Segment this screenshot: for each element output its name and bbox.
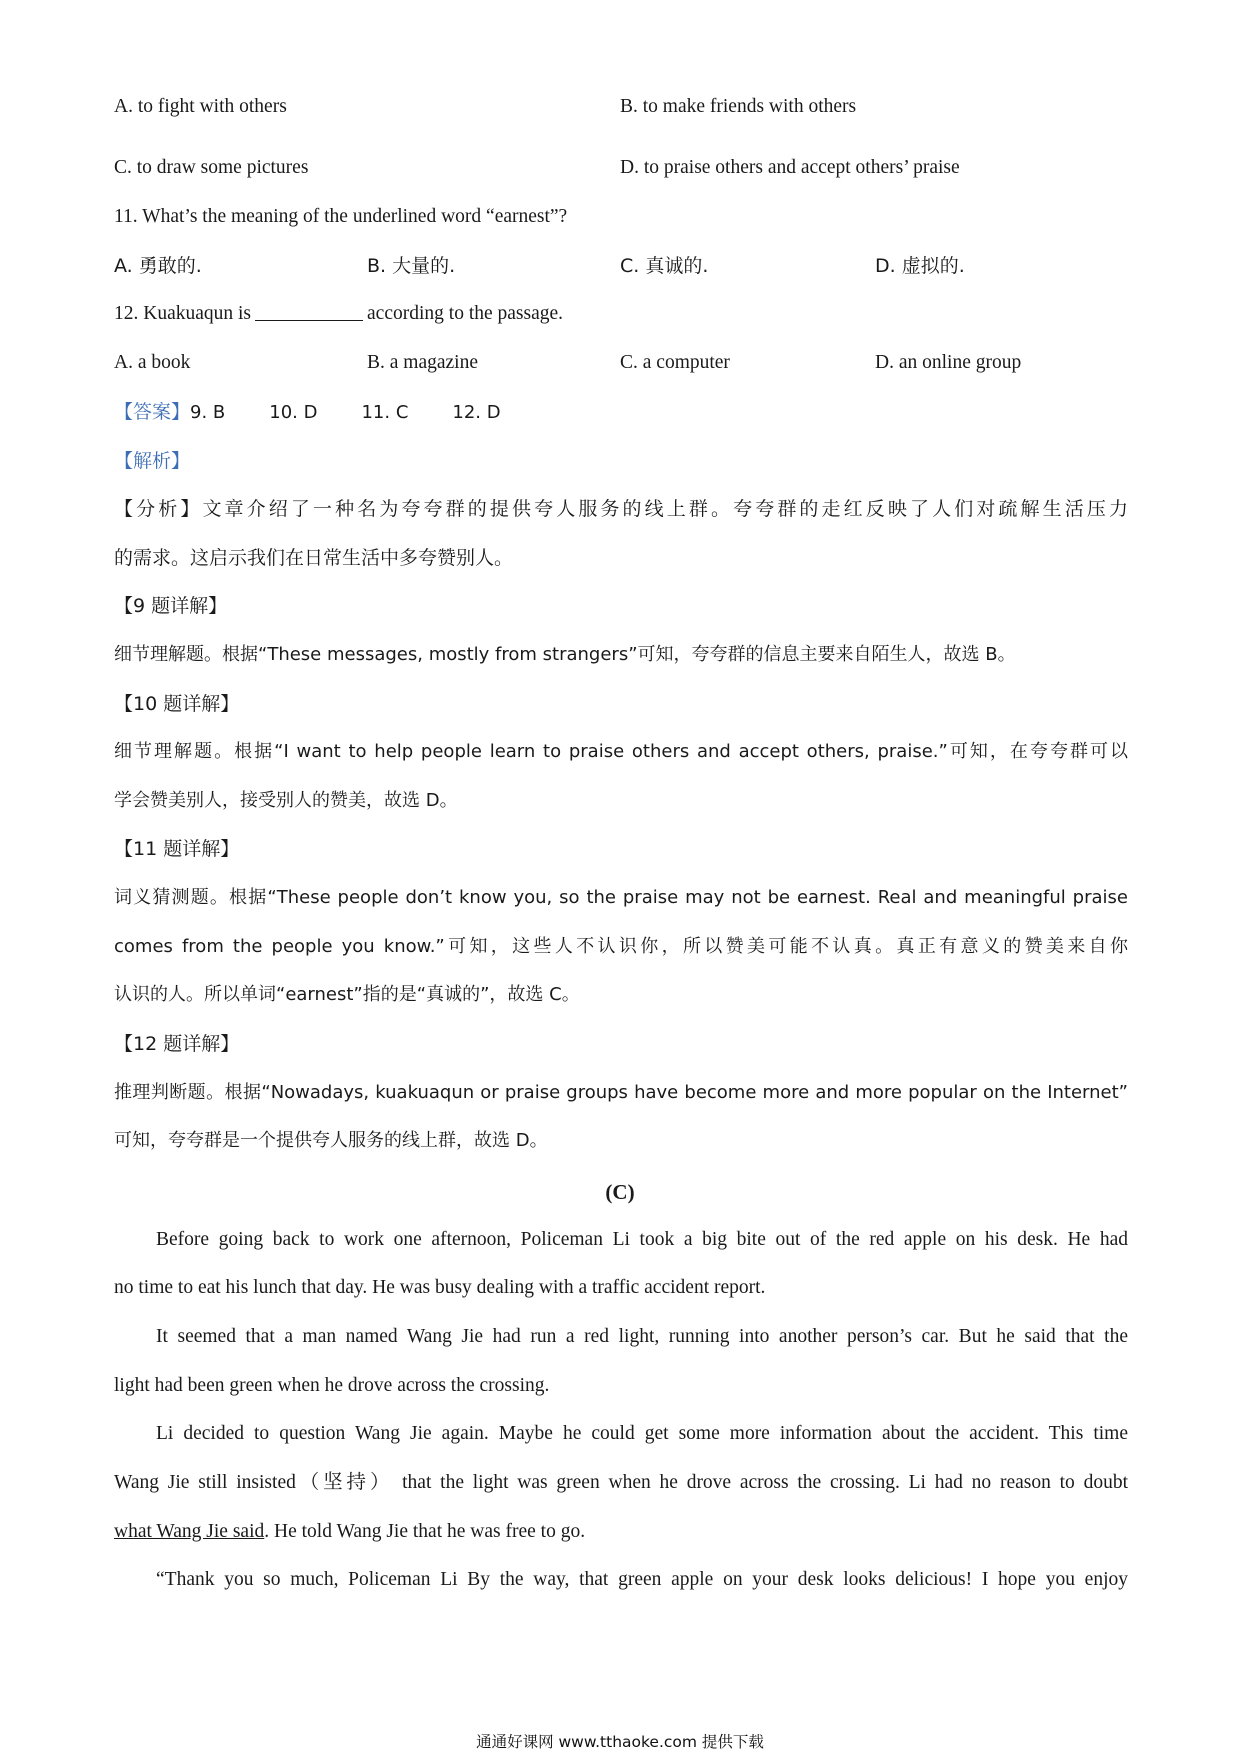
q12-option-d: D. an online group [875,352,1022,373]
answer-blank [255,302,363,321]
q11-detail-text-2: comes from the people you know.”可知，这些人不认识你，所以赞美可能不认真。真正有意义的赞美来自你 [114,936,1128,957]
q10-option-a: A. to fight with others [114,96,287,117]
passage-p1-line1: Before going back to work one afternoon, Policeman Li took a big bite out of the red apple on his desk. He had [156,1229,1128,1250]
q12-detail-text-2: 可知，夸夸群是一个提供夸人服务的线上群，故选 D。 [114,1130,548,1151]
passage-p1-line2: no time to eat his lunch that day. He was busy dealing with a traffic accident report. [114,1277,766,1298]
q12-option-c: C. a computer [620,352,730,373]
q11-detail-text-3: 认识的人。所以单词“earnest”指的是“真诚的”，故选 C。 [114,984,580,1005]
answer-item: 12. D [452,402,501,423]
q9-detail-text: 细节理解题。根据“These messages, mostly from strangers”可知，夸夸群的信息主要来自陌生人，故选 B。 [114,644,1016,665]
passage-p4-line1: “Thank you so much, Policeman Li By the way, that green apple on your desk looks delicious! I hope you enjoy [156,1569,1128,1590]
q11-option-b: B. 大量的. [367,255,456,277]
q9-detail-heading: 【9 题详解】 [114,595,228,617]
q11-option-d: D. 虚拟的. [875,255,965,277]
passage-p3-line3 [114,1518,585,1546]
section-c-title: (C) [605,1180,635,1204]
passage-p3-line2: Wang Jie still insisted（坚持） that the light was green when he drove across the crossing. Li had no reason to doubt [114,1472,1128,1493]
answer-item: 9. B [190,402,226,423]
q12-question-start: 12. Kuakuaqun is [114,303,252,324]
analysis-line-2: 的需求。这启示我们在日常生活中多夸赞别人。 [114,547,514,569]
q11-detail-heading: 【11 题详解】 [114,838,240,860]
analysis-line-1: 【分析】文章介绍了一种名为夸夸群的提供夸人服务的线上群。夸夸群的走红反映了人们对疏解生活压力 [114,498,1128,520]
answer-item: 11. C [361,402,409,423]
q12-option-a: A. a book [114,352,191,373]
passage-p3-line3-rest: . He told Wang Jie that he was free to go. [264,1521,586,1542]
answer-key [114,398,545,427]
q11-detail-text-1: 词义猜测题。根据“These people don’t know you, so the praise may not be earnest. Real and meaningful praise [114,887,1128,908]
passage-p2-line2: light had been green when he drove across the crossing. [114,1375,550,1396]
q10-detail-text-2: 学会赞美别人，接受别人的赞美，故选 D。 [114,790,458,811]
answer-label: 【答案】 [114,401,191,423]
q12-option-b: B. a magazine [367,352,478,373]
q11-option-a: A. 勇敢的. [114,255,202,277]
q10-detail-heading: 【10 题详解】 [114,693,240,715]
passage-p3-line1: Li decided to question Wang Jie again. Maybe he could get some more information about the accident. This time [156,1423,1128,1444]
analysis-label: 【解析】 [114,450,191,472]
q11-question: 11. What’s the meaning of the underlined word “earnest”? [114,206,568,227]
q12-question [114,300,563,328]
q10-option-b: B. to make friends with others [620,96,857,117]
answer-item: 10. D [269,402,318,423]
passage-p2-line1: It seemed that a man named Wang Jie had run a red light, running into another person’s car. But he said that the [156,1326,1128,1347]
q12-question-end: according to the passage. [367,303,564,324]
page-footer: 通通好课网 www.tthaoke.com 提供下载 [476,1733,764,1751]
q10-detail-text-1: 细节理解题。根据“I want to help people learn to praise others and accept others, praise.”可知，在夸夸群可以 [114,741,1128,762]
q10-option-d: D. to praise others and accept others’ praise [620,157,960,178]
q11-option-c: C. 真诚的. [620,255,709,277]
underlined-phrase: what Wang Jie said [114,1521,265,1542]
q12-detail-heading: 【12 题详解】 [114,1033,240,1055]
q12-detail-text-1: 推理判断题。根据“Nowadays, kuakuaqun or praise groups have become more and more popular on the Internet” [114,1082,1128,1103]
q10-option-c: C. to draw some pictures [114,157,309,178]
